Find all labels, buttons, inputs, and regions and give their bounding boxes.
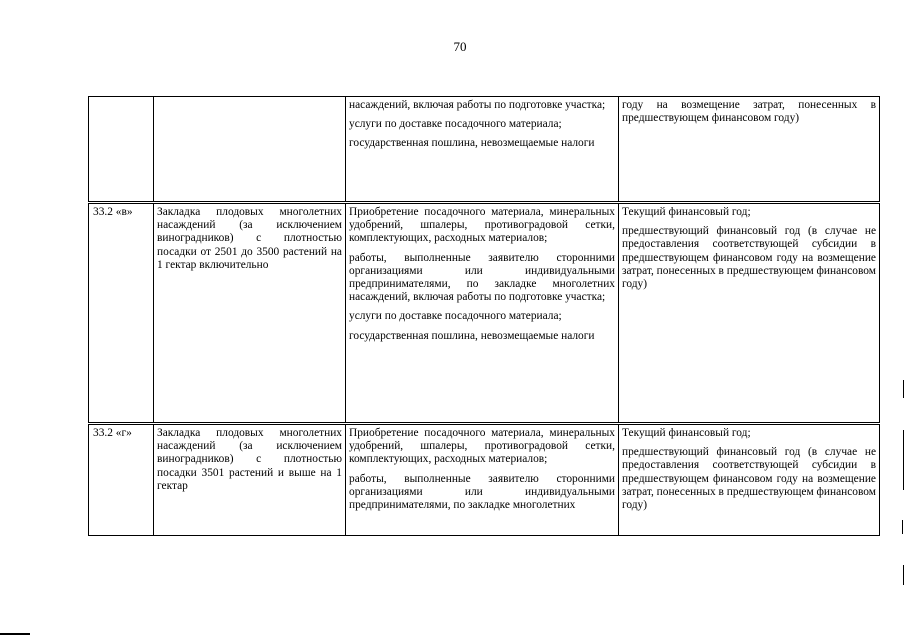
scan-margin-mark: [902, 520, 903, 534]
row-period-cell: [619, 424, 880, 536]
row-number-cell: 33.2 «в»: [89, 203, 154, 424]
row-name-cell: Закладка плодовых многолетних насаждений (за исключением виноградников) с плотностью посадки от 2501 до 3500 растений на 1 гектар включительно: [154, 203, 346, 424]
page-number: 70: [453, 39, 467, 54]
row-name-cell: Закладка плодовых многолетних насаждений (за исключением виноградников) с плотностью посадки 3501 растений и выше на 1 гектар: [154, 424, 346, 536]
cost-item: государственная пошлина, невозмещаемые налоги: [349, 137, 595, 150]
period-item: году на возмещение затрат, понесенных в предшествующем финансовом году): [622, 99, 876, 125]
row-costs-cell: [346, 97, 619, 203]
table-row: [89, 97, 880, 203]
scan-margin-mark: [903, 430, 904, 490]
table-row: [89, 203, 880, 424]
cost-item: Приобретение посадочного материала, минеральных удобрений, шпалеры, противоградовой сетки, комплектующих, расходных материалов;: [349, 206, 615, 245]
scan-margin-mark: [903, 565, 904, 585]
row-period-cell: [619, 203, 880, 424]
period-item: предшествующий финансовый год (в случае не предоставления соответствующей субсидии в предшествующем финансовом году на возмещение затрат, понесенных в предшествующем финансовом году): [622, 225, 876, 291]
row-number-cell: 33.2 «г»: [89, 424, 154, 536]
period-item: Текущий финансовый год;: [622, 427, 751, 439]
cost-item: насаждений, включая работы по подготовке участка;: [349, 99, 606, 111]
cost-item: работы, выполненные заявителю сторонними организациями или индивидуальными предпринимателями, по закладке многолетних насаждений, включая работы по подготовке участка;: [349, 251, 615, 304]
scan-bottom-mark: [0, 633, 30, 635]
row-period-cell: [619, 97, 880, 203]
row-costs-cell: [346, 424, 619, 536]
table-row: [89, 424, 880, 536]
row-name-cell: [154, 97, 346, 203]
period-item: Текущий финансовый год;: [622, 206, 751, 218]
cost-item: Приобретение посадочного материала, минеральных удобрений, шпалеры, противоградовой сетки, комплектующих, расходных материалов;: [349, 427, 615, 466]
subsidy-table: [88, 96, 880, 536]
cost-item: услуги по доставке посадочного материала;: [349, 118, 562, 131]
cost-item: услуги по доставке посадочного материала;: [349, 310, 562, 323]
cost-item: работы, выполненные заявителю сторонними организациями или индивидуальными предпринимателями, по закладке многолетних: [349, 472, 615, 512]
row-costs-cell: [346, 203, 619, 424]
scan-margin-mark: [903, 380, 904, 398]
cost-item: государственная пошлина, невозмещаемые налоги: [349, 329, 595, 342]
period-item: предшествующий финансовый год (в случае не предоставления соответствующей субсидии в предшествующем финансовом году на возмещение затрат, понесенных в предшествующем финансовом году): [622, 446, 876, 512]
row-number-cell: [89, 97, 154, 203]
